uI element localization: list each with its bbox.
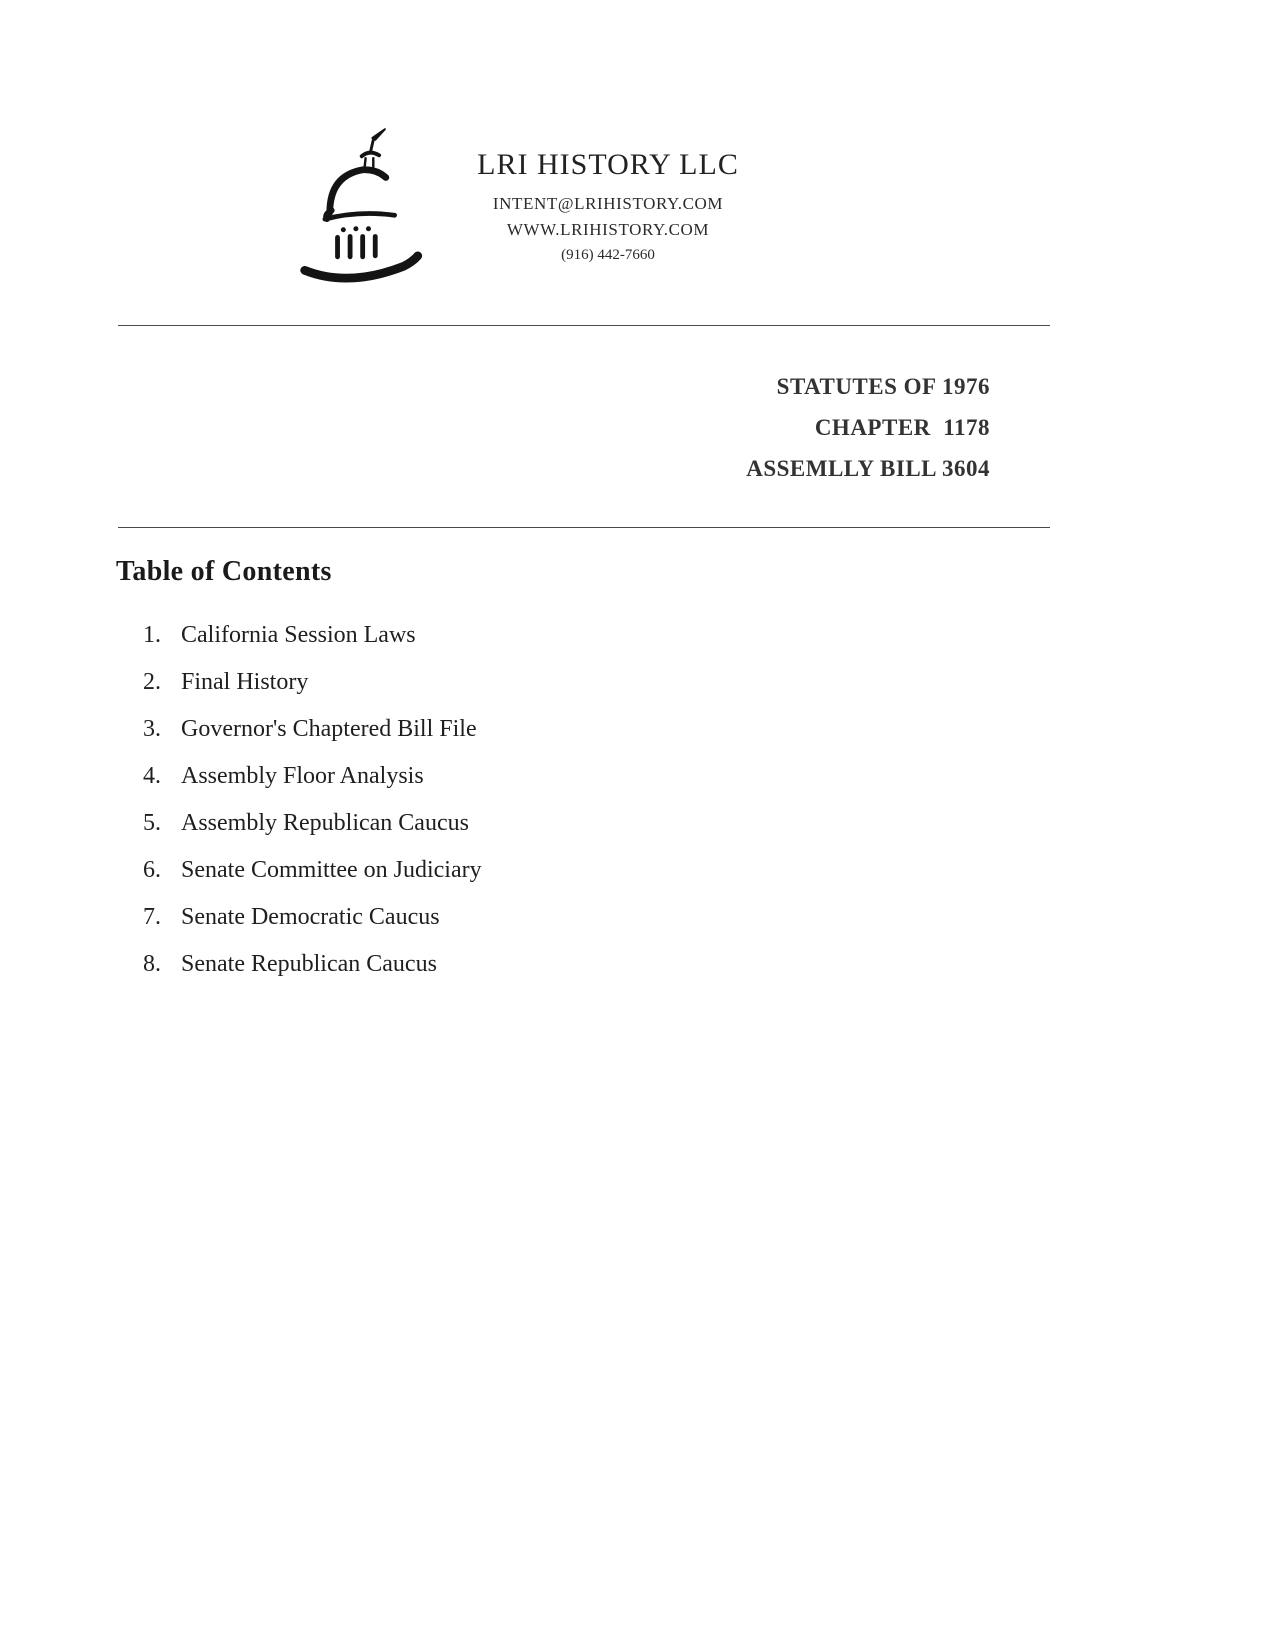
toc-item-label: Assembly Floor Analysis (181, 763, 424, 789)
toc-item (143, 669, 843, 716)
toc-item-label: Senate Republican Caucus (181, 951, 437, 977)
chapter-number: CHAPTER 1178 (814, 415, 990, 440)
toc-item (143, 763, 843, 810)
toc-item-number: 5. (143, 810, 161, 836)
toc-item (143, 904, 843, 951)
divider-middle (118, 527, 1050, 528)
toc-item (143, 716, 843, 763)
statute-id-block (118, 366, 990, 489)
toc-item-number: 6. (143, 857, 161, 883)
toc-title: Table of Contents (116, 556, 332, 587)
toc-item-label: Final History (181, 669, 309, 695)
divider-top (118, 325, 1050, 326)
toc-item-number: 4. (143, 763, 161, 789)
contact-website: WWW.LRIHISTORY.COM (506, 220, 710, 239)
toc-item (143, 857, 843, 904)
capitol-logo-icon (295, 125, 440, 290)
toc-item-label: Governor's Chaptered Bill File (181, 716, 477, 742)
toc-item-label: California Session Laws (181, 622, 416, 648)
toc-item (143, 810, 843, 857)
letterhead (438, 148, 778, 264)
contact-email: INTENT@LRIHISTORY.COM (492, 194, 724, 213)
assembly-bill-number: ASSEMLLY BILL 3604 (746, 456, 990, 481)
toc-item (143, 622, 843, 669)
toc-item-number: 2. (143, 669, 161, 695)
toc-item-number: 7. (143, 904, 161, 930)
toc-list (143, 622, 843, 998)
toc-item-label: Senate Committee on Judiciary (181, 857, 482, 883)
statutes-year: STATUTES OF 1976 (776, 374, 990, 399)
toc-item-number: 1. (143, 622, 161, 648)
toc-item-label: Senate Democratic Caucus (181, 904, 440, 930)
contact-phone: (916) 442-7660 (561, 247, 655, 263)
toc-item-number: 3. (143, 716, 161, 742)
toc-item-label: Assembly Republican Caucus (181, 810, 469, 836)
company-name: LRI HISTORY LLC (477, 148, 739, 181)
toc-item-number: 8. (143, 951, 161, 977)
toc-item (143, 951, 843, 998)
